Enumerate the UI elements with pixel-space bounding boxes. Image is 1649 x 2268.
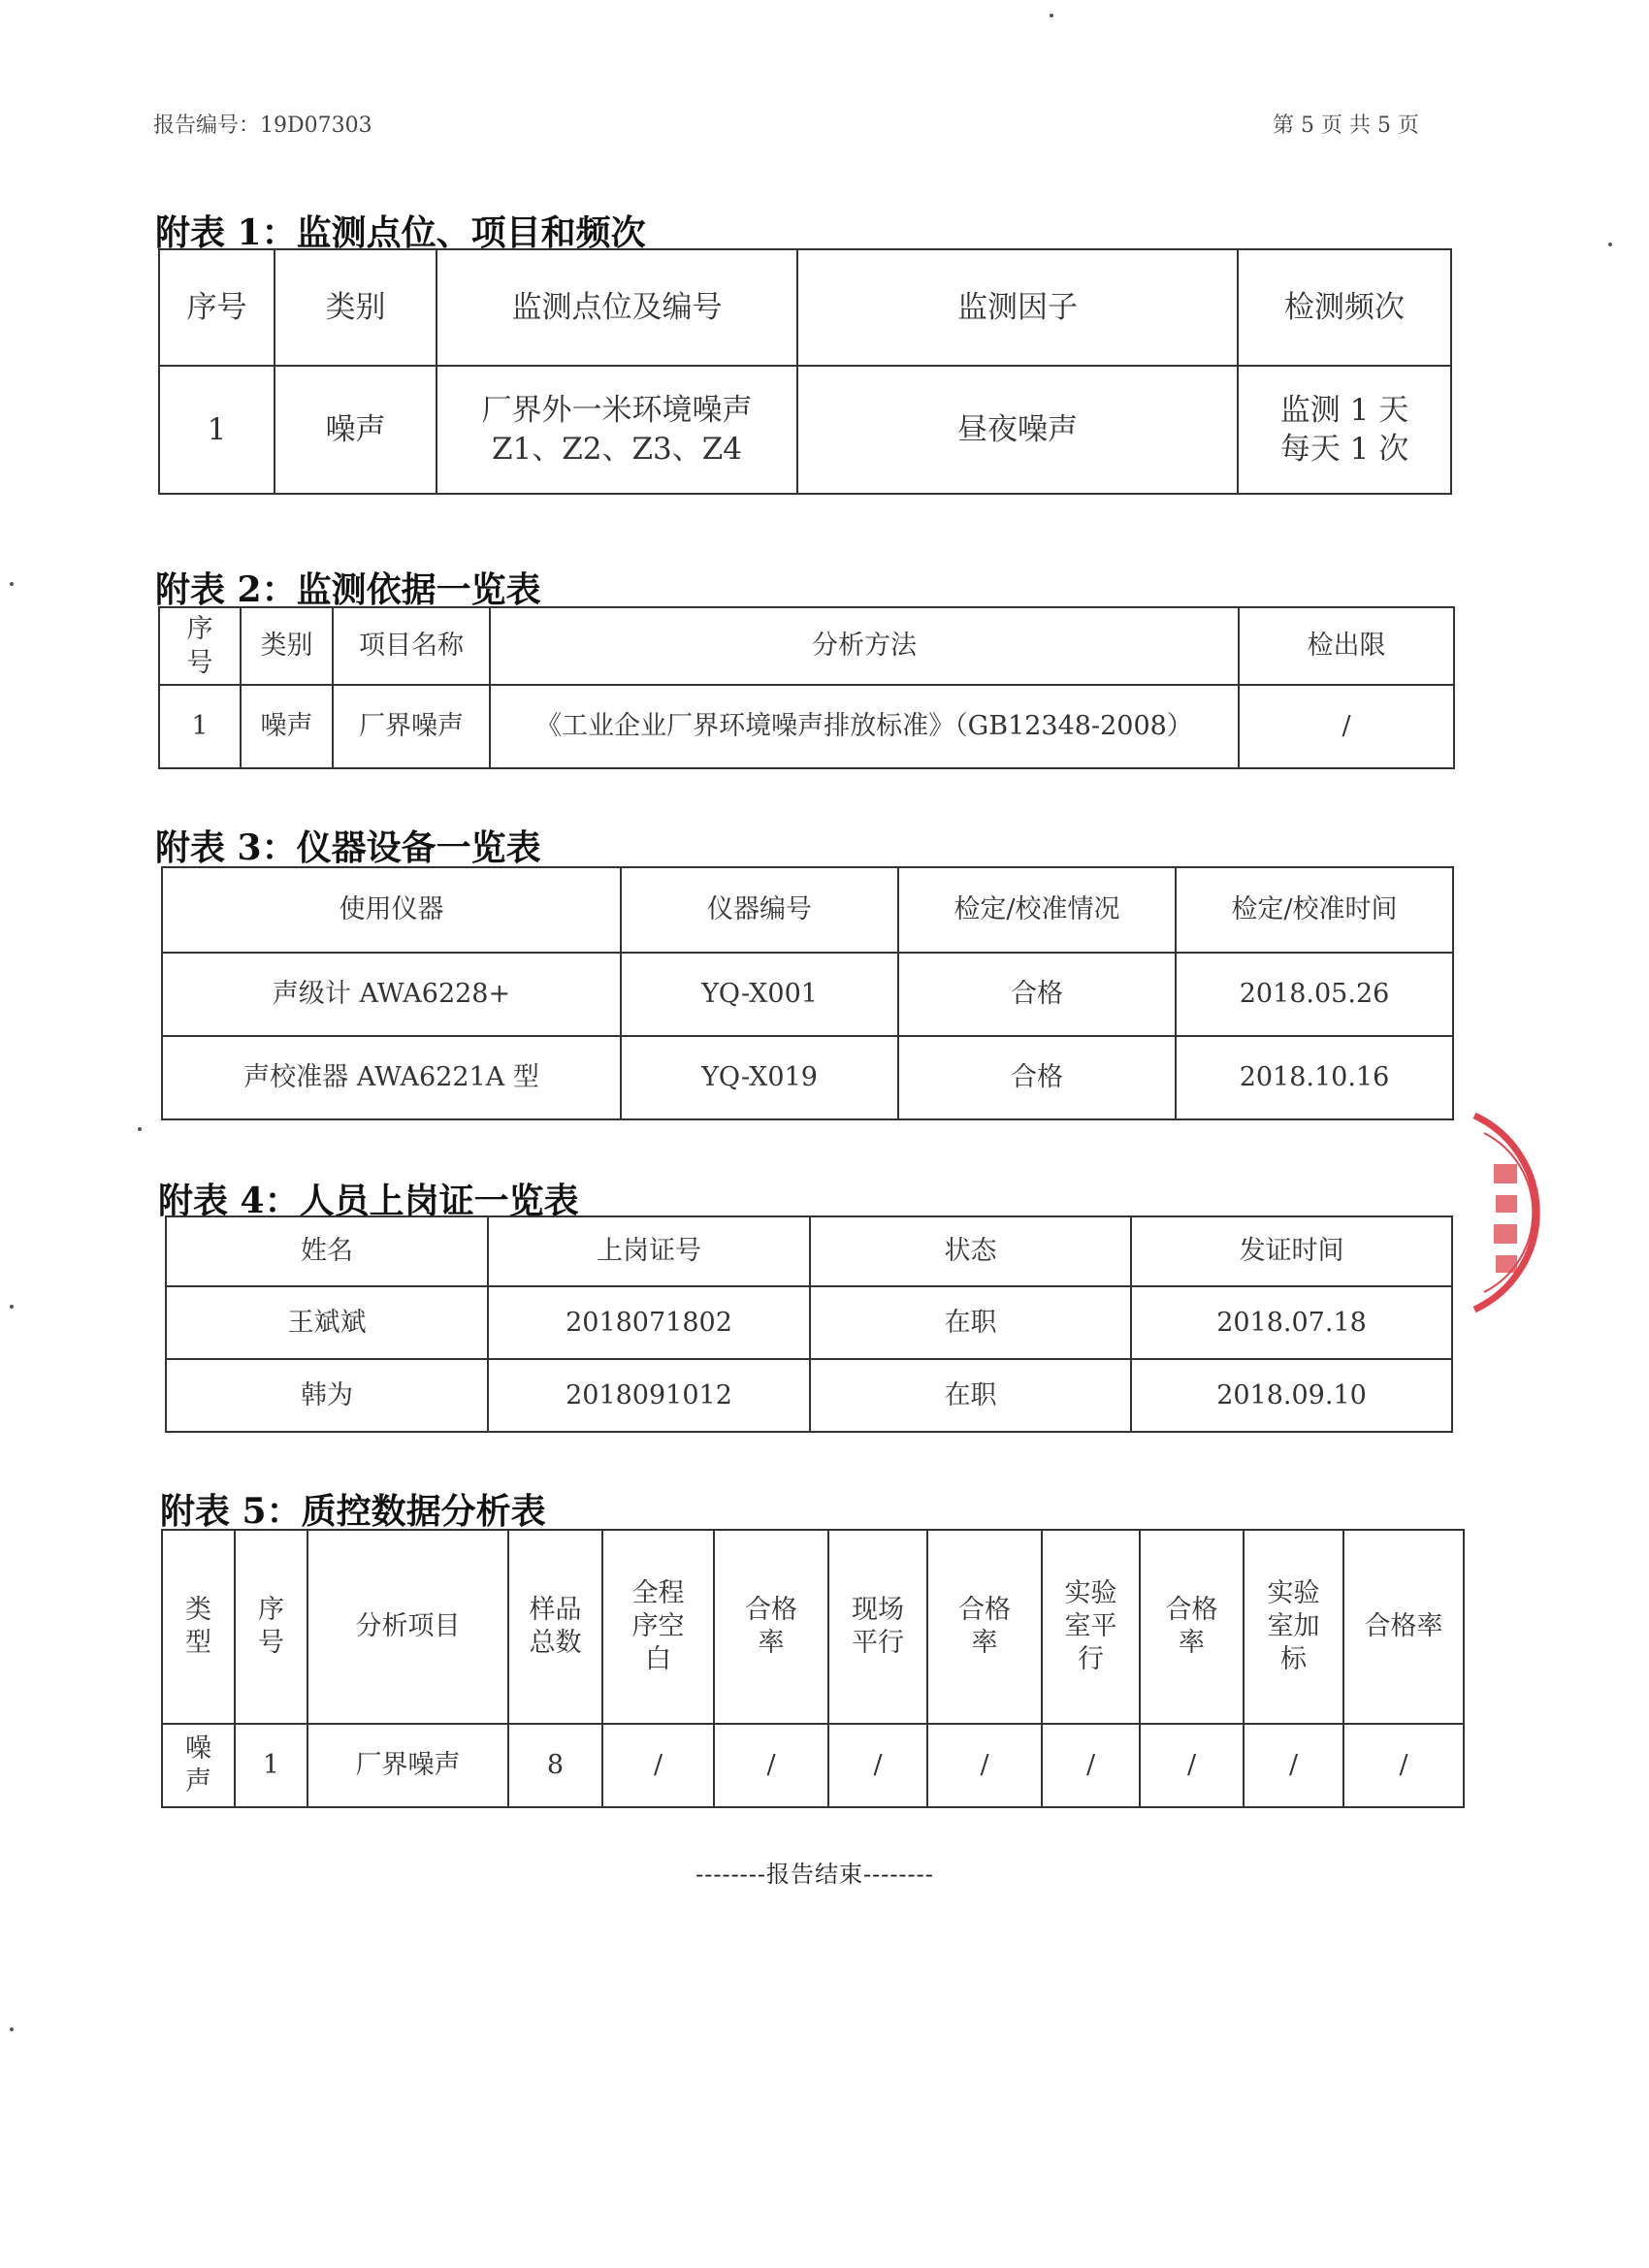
table5-header-blank [602,1530,714,1724]
header-line: 平行 [852,1627,904,1658]
table3-header-instrument: 使用仪器 [162,867,621,953]
table1-header-category: 类别 [275,249,436,366]
table4-header-cert-no: 上岗证号 [488,1216,810,1286]
table4-title: 附表 4：人员上岗证一览表 [158,1181,579,1221]
table1-cell-no: 1 [159,366,275,494]
table5-title: 附表 5：质控数据分析表 [160,1491,546,1532]
scan-speck [10,2027,14,2031]
seal-stamp-mark [1496,1255,1517,1273]
table4-cell-name: 王斌斌 [166,1286,488,1359]
table1-header-location: 监测点位及编号 [436,249,797,366]
table4-cell-cert-no: 2018071802 [488,1286,810,1359]
table3-title: 附表 3：仪器设备一览表 [155,827,541,868]
table5-header-pass-rate-4: 合格率 [1343,1530,1464,1724]
type-line-1: 噪 [185,1733,211,1765]
table5-cell-value: / [1042,1724,1140,1807]
table5-header-row [162,1530,1464,1724]
table-row [162,1036,1453,1119]
location-line-1: 厂界外一米环境噪声 [481,392,753,428]
table2-cell-category: 噪声 [241,685,333,768]
table3-cell-instrument: 声校准器 AWA6221A 型 [162,1036,621,1119]
table5-header-pass-rate-2 [927,1530,1042,1724]
table-row [159,685,1454,768]
frequency-line-2: 每天 1 次 [1279,432,1409,467]
table5-cell-no: 1 [235,1724,307,1807]
table5-cell-total: 8 [508,1724,602,1807]
table5-cell-value: / [1140,1724,1244,1807]
header-line: 行 [1078,1643,1104,1674]
table2-header-no-line2: 号 [186,648,213,678]
table-row [162,1724,1464,1807]
table1-cell-location [436,366,797,494]
table5-cell-type [162,1724,235,1807]
scan-speck [10,582,14,586]
table4 [165,1215,1453,1433]
location-line-2: Z1、Z2、Z3、Z4 [491,432,743,467]
frequency-line-1: 监测 1 天 [1279,392,1409,428]
table-row [162,953,1453,1036]
table4-header-row [166,1216,1452,1286]
table2-header-category: 类别 [241,607,333,685]
table2-header-row [159,607,1454,685]
table4-cell-cert-no: 2018091012 [488,1359,810,1432]
seal-stamp-mark [1494,1224,1517,1244]
header-line: 样品 [529,1595,582,1626]
page-indicator: 第 5 页 共 5 页 [1273,113,1419,138]
scan-speck [1608,243,1612,246]
table2-header-method: 分析方法 [490,607,1239,685]
report-end-marker: --------报告结束-------- [695,1861,934,1888]
table1-cell-frequency [1238,366,1451,494]
header-line: 号 [258,1627,284,1658]
header-line: 合格 [1165,1595,1218,1626]
table3-cell-status: 合格 [898,953,1176,1036]
scan-speck [138,1127,142,1131]
table5-header-field-parallel [828,1530,927,1724]
table5-header-lab-parallel [1042,1530,1140,1724]
table5-cell-value: / [602,1724,714,1807]
seal-stamp [1455,1106,1571,1319]
table5-cell-value: / [1343,1724,1464,1807]
header-line: 类 [185,1595,211,1626]
table2-header-no-line1: 序 [186,613,213,644]
header-line: 率 [971,1627,998,1658]
table1-title: 附表 1：监测点位、项目和频次 [155,212,646,253]
table5-cell-value: / [1244,1724,1343,1807]
header-line: 型 [185,1627,211,1658]
header-line: 室平 [1064,1610,1117,1641]
table2-header-no [159,607,241,685]
header-line: 实验 [1064,1578,1117,1609]
seal-stamp-mark [1496,1195,1517,1213]
table2-cell-method: 《工业企业厂界环境噪声排放标准》（GB12348-2008） [490,685,1239,768]
table4-cell-name: 韩为 [166,1359,488,1432]
table5-header-no [235,1530,307,1724]
table5-header-type [162,1530,235,1724]
table-row [159,366,1451,494]
table3-header-row [162,867,1453,953]
table2-cell-limit: / [1239,685,1454,768]
table5-header-pass-rate-1 [714,1530,828,1724]
table3 [161,866,1454,1120]
table4-header-name: 姓名 [166,1216,488,1286]
table3-cell-date: 2018.05.26 [1176,953,1453,1036]
table5 [161,1529,1465,1808]
table3-header-instrument-no: 仪器编号 [621,867,898,953]
table-row [166,1359,1452,1432]
table3-cell-instrument: 声级计 AWA6228+ [162,953,621,1036]
table5-cell-value: / [714,1724,828,1807]
table1 [158,248,1452,495]
table4-header-status: 状态 [810,1216,1131,1286]
table3-cell-instrument-no: YQ-X001 [621,953,898,1036]
table2-header-item: 项目名称 [333,607,490,685]
table1-header-no: 序号 [159,249,275,366]
scan-speck [10,1305,14,1309]
header-line: 率 [1179,1627,1205,1658]
table3-cell-instrument-no: YQ-X019 [621,1036,898,1119]
table3-cell-status: 合格 [898,1036,1176,1119]
table2-title: 附表 2：监测依据一览表 [155,569,541,610]
header-line: 白 [645,1643,671,1674]
seal-stamp-mark [1494,1164,1517,1183]
type-line-2: 声 [185,1766,211,1797]
table4-cell-status: 在职 [810,1286,1131,1359]
header-line: 现场 [852,1595,904,1626]
header-line: 总数 [529,1627,582,1658]
table5-header-total [508,1530,602,1724]
table3-header-calibration-status: 检定/校准情况 [898,867,1176,953]
table1-header-frequency: 检测频次 [1238,249,1451,366]
table5-cell-item: 厂界噪声 [307,1724,508,1807]
table5-header-lab-spike [1244,1530,1343,1724]
header-line: 序 [258,1595,284,1626]
table5-header-item: 分析项目 [307,1530,508,1724]
table3-header-calibration-date: 检定/校准时间 [1176,867,1453,953]
table2-header-limit: 检出限 [1239,607,1454,685]
table5-cell-value: / [927,1724,1042,1807]
table1-header-row [159,249,1451,366]
table-row [166,1286,1452,1359]
header-line: 率 [758,1627,785,1658]
header-line: 合格 [745,1595,797,1626]
header-line: 实验 [1267,1578,1320,1609]
table4-header-issue-date: 发证时间 [1131,1216,1452,1286]
scan-speck [1050,14,1053,17]
table5-cell-value: / [828,1724,927,1807]
table2 [158,606,1455,769]
table2-cell-item: 厂界噪声 [333,685,490,768]
header-line: 标 [1280,1643,1307,1674]
table4-cell-issue-date: 2018.09.10 [1131,1359,1452,1432]
header-line: 合格 [958,1595,1011,1626]
table1-cell-category: 噪声 [275,366,436,494]
table5-header-pass-rate-3 [1140,1530,1244,1724]
header-line: 序空 [631,1610,685,1641]
table3-cell-date: 2018.10.16 [1176,1036,1453,1119]
table2-cell-no: 1 [159,685,241,768]
table4-cell-status: 在职 [810,1359,1131,1432]
report-number: 报告编号：19D07303 [153,113,372,138]
table4-cell-issue-date: 2018.07.18 [1131,1286,1452,1359]
table1-header-factor: 监测因子 [797,249,1238,366]
header-line: 室加 [1267,1610,1320,1641]
header-line: 全程 [631,1578,685,1609]
table1-cell-factor: 昼夜噪声 [797,366,1238,494]
